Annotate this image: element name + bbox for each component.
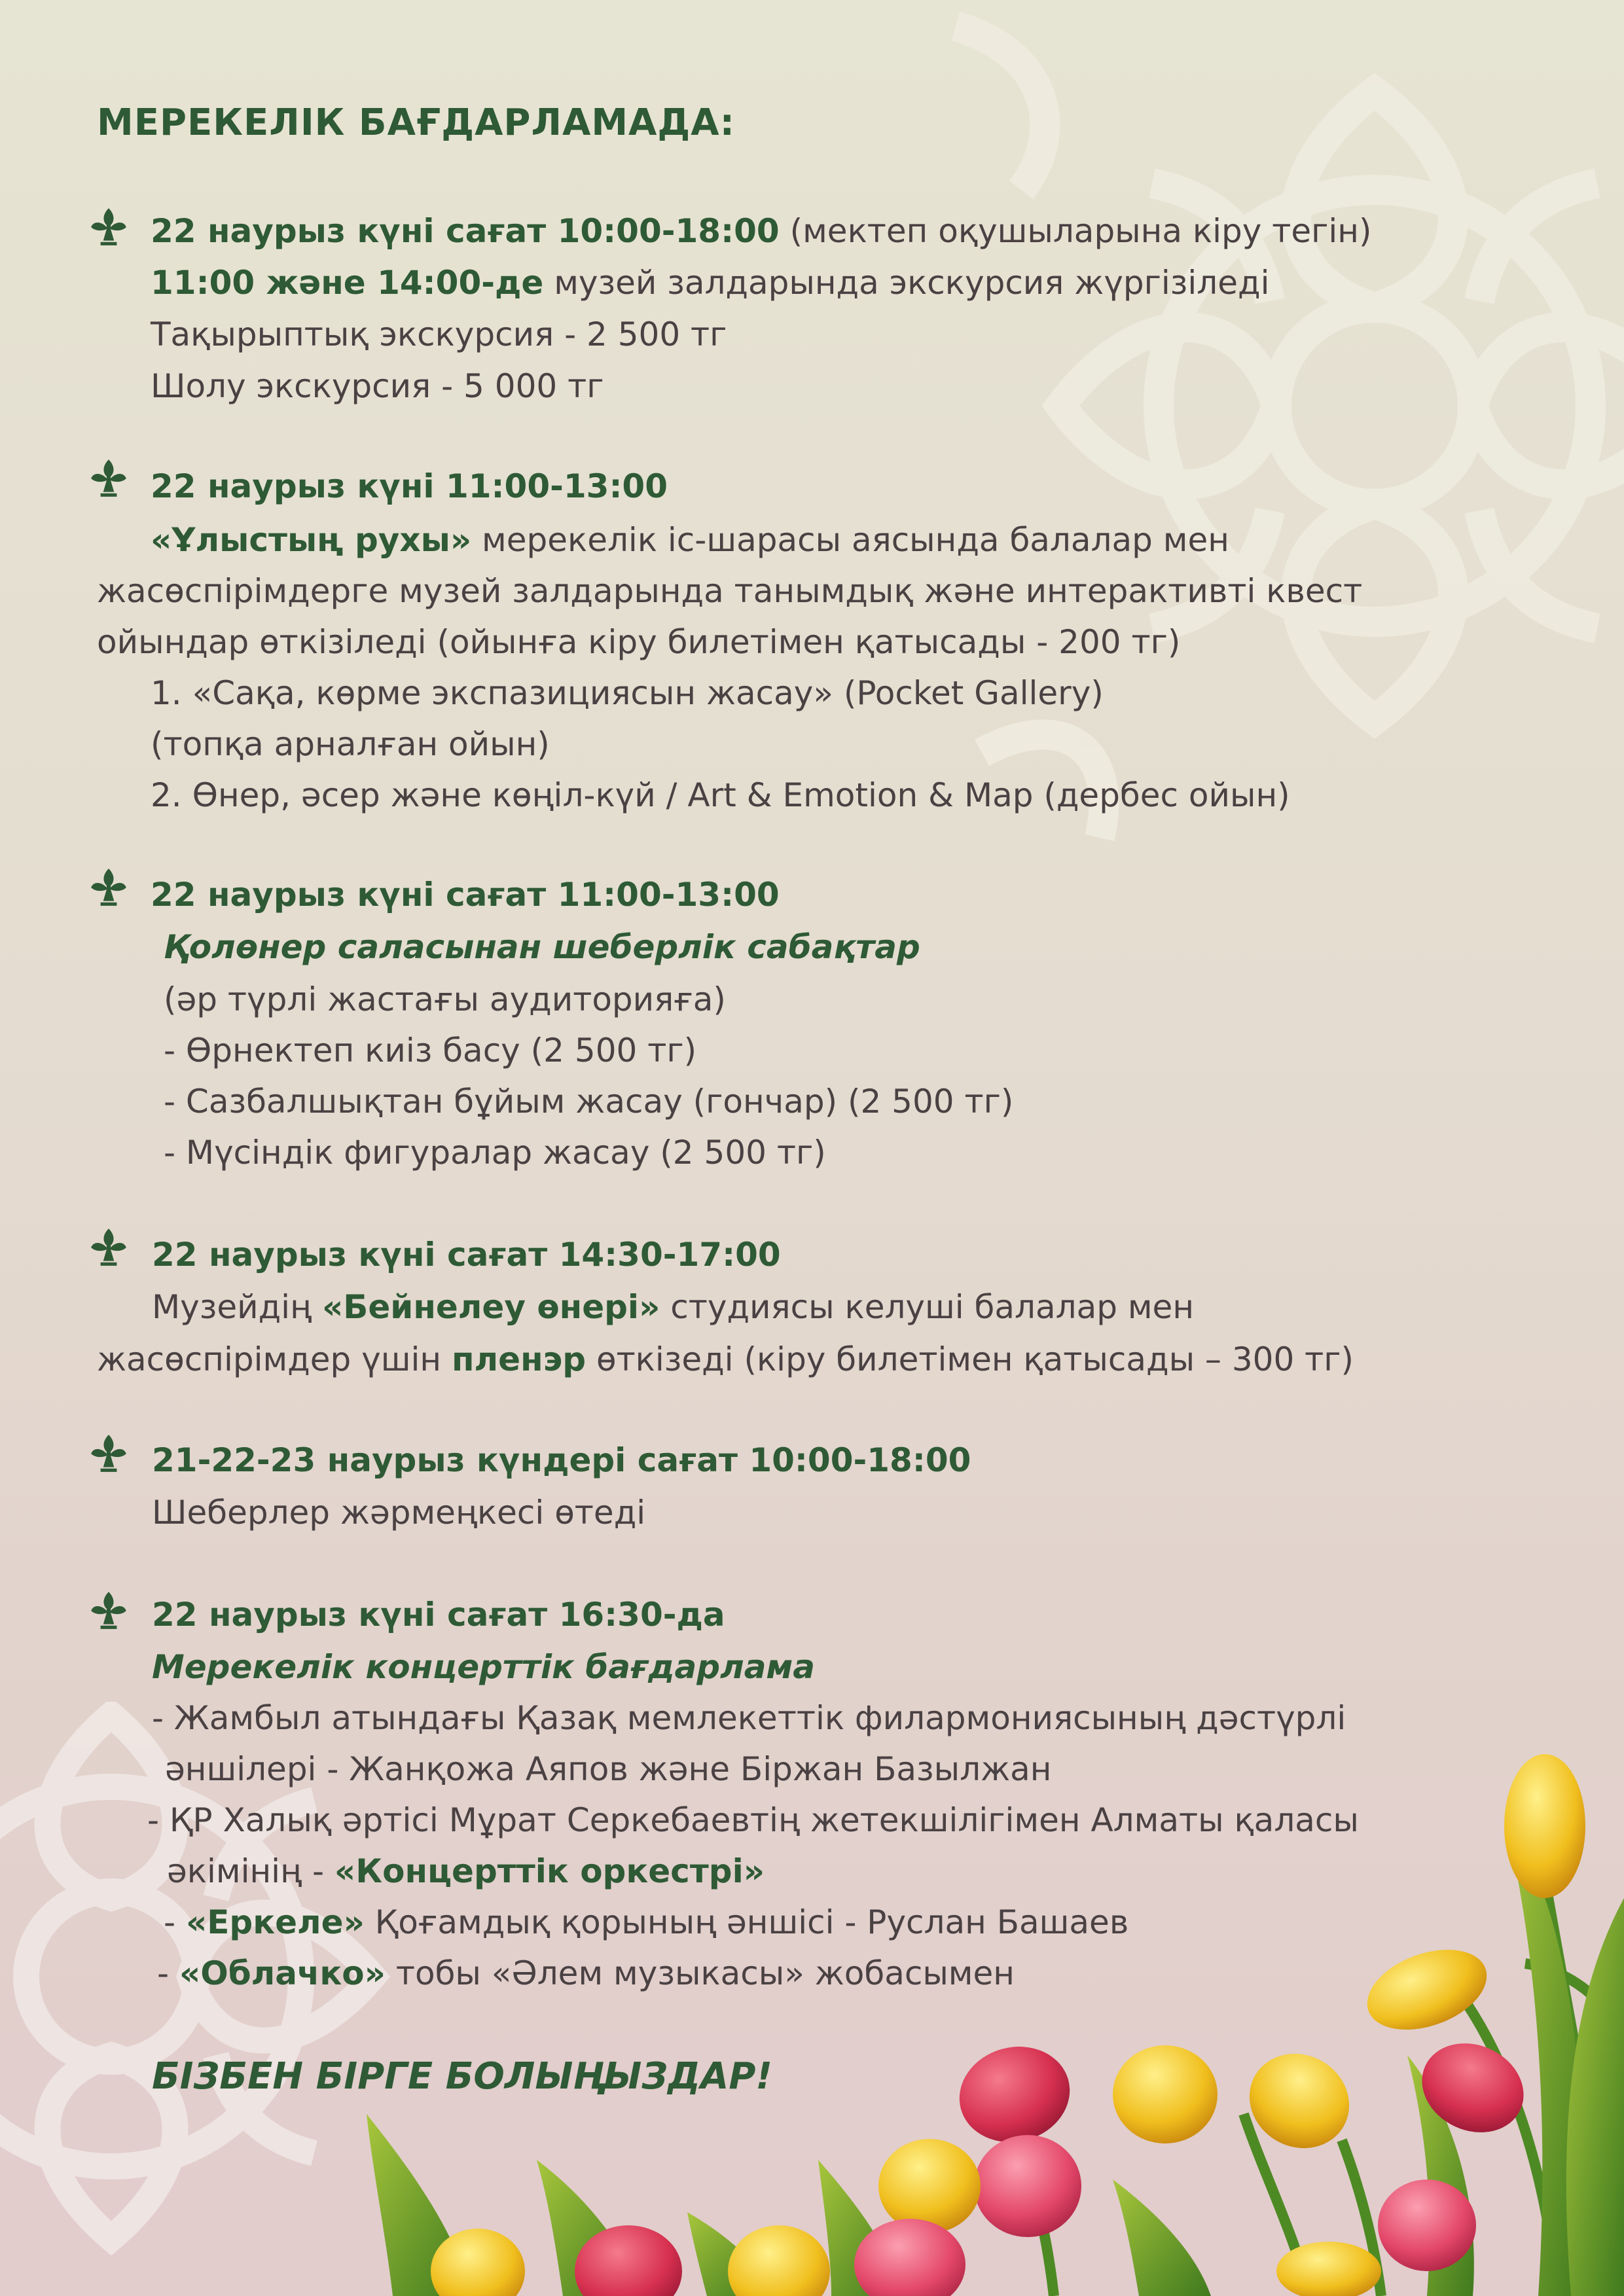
section-1-title: 22 наурыз күні сағат 10:00-18:00	[151, 212, 780, 250]
section-4-studio-name: «Бейнелеу өнері»	[321, 1288, 660, 1326]
section-1-line-1	[151, 264, 1270, 302]
page-heading: МЕРЕКЕЛІК БАҒДАРЛАМАДА:	[97, 101, 735, 144]
section-6-foundation: «Еркеле»	[185, 1903, 365, 1941]
section-5-title: 21-22-23 наурыз күндері сағат 10:00-18:00	[152, 1441, 971, 1479]
section-6-line-6-dash: -	[157, 1954, 170, 1992]
section-2-title: 22 наурыз күні 11:00-13:00	[151, 467, 668, 505]
section-6-line-6	[157, 1954, 1015, 1992]
section-1-line-2: Тақырыптық экскурсия - 2 500 тг	[151, 315, 727, 353]
section-3-line-2: - Өрнектеп киіз басу (2 500 тг)	[164, 1031, 697, 1069]
section-2-event-name: «Ұлыстың рухы»	[151, 521, 472, 559]
section-6-title: 22 наурыз күні сағат 16:30-да	[152, 1596, 725, 1634]
section-2-line-6: 2. Өнер, әсер және көңіл-күй / Art & Emotion & Map (дербес ойын)	[151, 776, 1290, 814]
section-5-line-1: Шеберлер жәрмеңкесі өтеді	[152, 1494, 646, 1532]
section-1-times: 11:00 және 14:00-де	[151, 264, 544, 302]
fleur-bullet-icon	[88, 458, 129, 499]
section-2-line-4: 1. «Сақа, көрме экспазициясын жасау» (Pocket Gallery)	[151, 674, 1104, 712]
section-6-line-3: - ҚР Халық әртісі Мұрат Серкебаевтің жетекшілігімен Алматы қаласы	[147, 1801, 1359, 1839]
section-4-line-2	[97, 1340, 1354, 1378]
section-4-line-1-text: студиясы келуші балалар мен	[670, 1288, 1195, 1326]
section-3-title: 22 наурыз күні сағат 11:00-13:00	[151, 876, 780, 914]
section-4-line-1	[152, 1288, 1195, 1326]
ornament-bottom-left	[0, 1702, 471, 2296]
section-4-line-2-text: өткізеді (кіру билетімен қатысады – 300 тг)	[596, 1340, 1354, 1378]
section-1-line-1-text: музей залдарында экскурсия жүргізіледі	[554, 264, 1270, 302]
section-1-line-3: Шолу экскурсия - 5 000 тг	[151, 367, 604, 405]
section-6-line-2: әншілері - Жанқожа Аяпов және Біржан Базылжан	[165, 1750, 1052, 1788]
fleur-bullet-icon	[88, 1433, 129, 1474]
section-2-line-2: жасөспірімдерге музей залдарында танымдық және интерактивті квест	[97, 572, 1363, 610]
section-2-line-3: ойындар өткізіледі (ойынға кіру билетімен қатысады - 200 тг)	[97, 623, 1181, 661]
fleur-bullet-icon	[88, 1590, 129, 1631]
section-4-line-1-lead: Музейдің	[152, 1288, 312, 1326]
section-6-line-4	[167, 1852, 765, 1890]
section-6-subtitle: Мерекелік концерттік бағдарлама	[152, 1648, 816, 1686]
section-2-line-5: (топқа арналған ойын)	[151, 725, 550, 763]
section-3-line-3: - Сазбалшықтан бұйым жасау (гончар) (2 500 тг)	[164, 1083, 1014, 1121]
fleur-bullet-icon	[88, 1227, 129, 1268]
section-6-line-5-dash: -	[164, 1903, 176, 1941]
section-6-line-1: - Жамбыл атындағы Қазақ мемлекеттік филармониясының дәстүрлі	[152, 1699, 1346, 1737]
section-1-title-note: (мектеп оқушыларына кіру тегін)	[789, 212, 1372, 250]
section-4-plein-air: пленэр	[451, 1340, 586, 1378]
footer-slogan: БІЗБЕН БІРГЕ БОЛЫҢЫЗДАР!	[152, 2055, 772, 2098]
section-6-line-6-text: тобы «Әлем музыкасы» жобасымен	[395, 1954, 1015, 1992]
ornament-top-right	[903, 0, 1624, 870]
section-3-line-1: (әр түрлі жастағы аудиторияға)	[164, 980, 726, 1018]
section-4-line-2-lead: жасөспірімдер үшін	[97, 1340, 442, 1378]
section-6-line-5	[164, 1903, 1129, 1941]
fleur-bullet-icon	[88, 867, 129, 908]
section-6-group: «Облачко»	[179, 1954, 386, 1992]
section-3-subtitle: Қолөнер саласынан шеберлік сабақтар	[164, 928, 920, 966]
section-6-line-4-lead: әкімінің -	[167, 1852, 325, 1890]
section-2-line-1	[151, 521, 1229, 559]
section-4-title: 22 наурыз күні сағат 14:30-17:00	[152, 1236, 781, 1274]
section-3-line-4: - Мүсіндік фигуралар жасау (2 500 тг)	[164, 1134, 826, 1172]
section-6-orchestra: «Концерттік оркестрі»	[334, 1852, 765, 1890]
fleur-bullet-icon	[88, 207, 129, 247]
section-6-line-5-text: Қоғамдық қорының әншісі - Руслан Башаев	[374, 1903, 1129, 1941]
section-1-title-line	[151, 212, 1372, 250]
section-2-line-1-text: мерекелік іс-шарасы аясында балалар мен	[482, 521, 1229, 559]
